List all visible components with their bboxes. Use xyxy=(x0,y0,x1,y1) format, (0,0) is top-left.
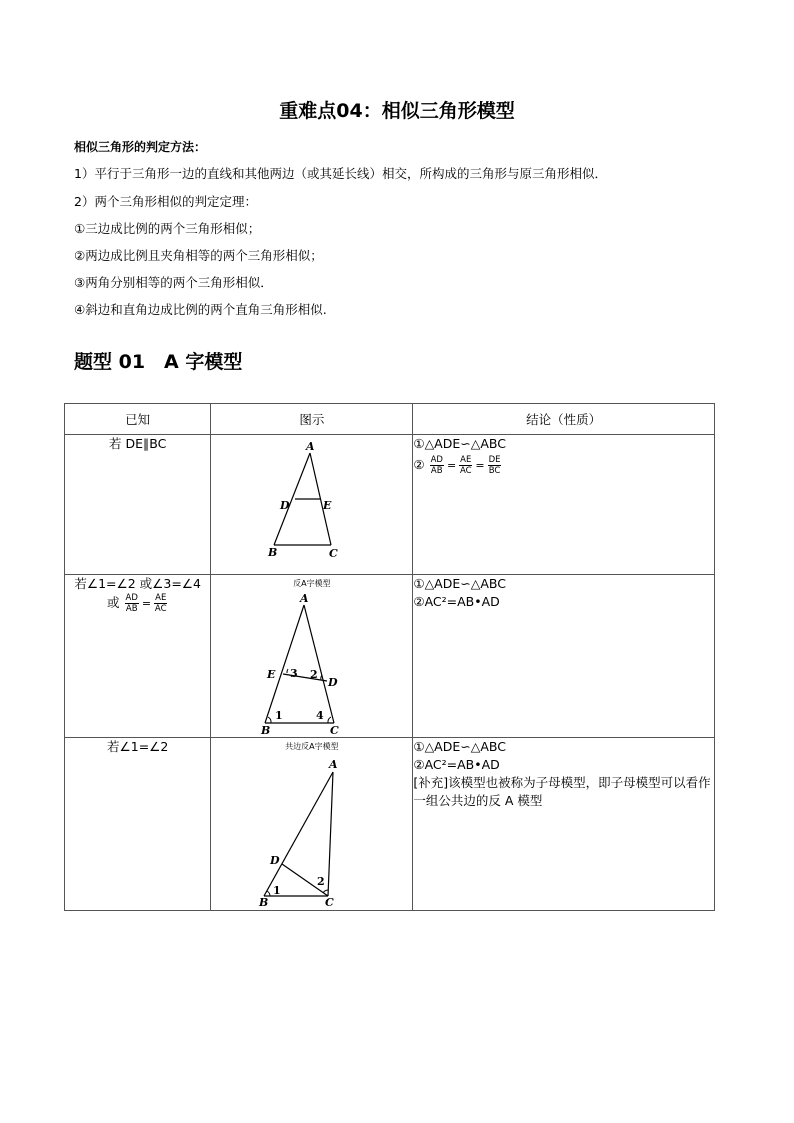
page-title: 重难点04：相似三角形模型 xyxy=(279,100,515,122)
angle-label-3: 3 xyxy=(290,667,299,680)
intro-line: ①三边成比例的两个三角形相似； xyxy=(74,221,261,236)
intro-line: ②两边成比例且夹角相等的两个三角形相似； xyxy=(74,248,323,263)
condition-text: 若 DE∥BC xyxy=(109,436,167,451)
model-table xyxy=(64,403,715,911)
fraction: $\frac{DE}{BC}$ xyxy=(488,455,501,476)
conclusion-line: ①△ADE∽△ABC xyxy=(413,576,506,591)
reverse-a-figure xyxy=(211,589,412,734)
figure-cell xyxy=(211,738,413,911)
condition-text: 若∠1=∠2 xyxy=(107,739,169,754)
table-header-row xyxy=(65,404,715,435)
point-label-b: B xyxy=(259,896,269,907)
intro-line: 1）平行于三角形一边的直线和其他两边（或其延长线）相交，所构成的三角形与原三角形相似． xyxy=(74,166,607,181)
point-label-e: E xyxy=(267,668,276,681)
point-label-e: E xyxy=(323,499,332,512)
triangle-a-figure xyxy=(211,435,412,571)
point-label-a: A xyxy=(300,592,309,605)
conclusion-line: ①△ADE∽△ABC xyxy=(413,739,506,754)
fraction: $\frac{AE}{AC}$ xyxy=(459,455,472,476)
header-figure: 图示 xyxy=(211,404,413,435)
ratio-equation: ② $\frac{AD}{AB}$ = $\frac{AE}{AC}$ = $\frac{DE}{BC}$ xyxy=(413,455,501,476)
point-label-c: C xyxy=(329,547,339,560)
table-row xyxy=(65,738,715,911)
intro-line: ③两角分别相等的两个三角形相似． xyxy=(74,275,273,290)
point-label-c: C xyxy=(325,896,335,907)
condition-ratio: 或 $\frac{AD}{AB}$ = $\frac{AE}{AC}$ xyxy=(107,593,167,614)
fraction: $\frac{AE}{AC}$ xyxy=(154,593,167,614)
header-known: 已知 xyxy=(65,404,211,435)
intro-heading: 相似三角形的判定方法： xyxy=(74,140,207,154)
point-label-a: A xyxy=(306,440,315,453)
condition-cell xyxy=(65,575,211,738)
table-row xyxy=(65,575,715,738)
angle-label-4: 4 xyxy=(316,709,325,722)
conclusion-line: ①△ADE∽△ABC xyxy=(413,436,506,451)
figure-title: 反A字模型 xyxy=(293,579,331,588)
point-label-d: D xyxy=(280,499,290,512)
conclusion-line: ②AC²=AB•AD xyxy=(413,594,500,609)
conclusion-prefix: ② xyxy=(413,457,425,472)
fraction: $\frac{AD}{AB}$ xyxy=(430,455,443,476)
point-label-d: D xyxy=(270,854,280,867)
point-label-b: B xyxy=(261,724,271,734)
condition-text: 若∠1=∠2 或∠3=∠4 xyxy=(74,576,201,591)
angle-label-1: 1 xyxy=(275,709,284,722)
shared-side-reverse-a-figure xyxy=(211,752,412,907)
header-conclusion: 结论（性质） xyxy=(413,404,715,435)
point-label-b: B xyxy=(268,546,278,559)
angle-label-1: 1 xyxy=(273,884,282,897)
conclusion-note: [补充]该模型也被称为子母模型，即子母模型可以看作一组公共边的反 A 模型 xyxy=(413,775,711,808)
angle-label-2: 2 xyxy=(317,875,326,888)
conclusion-cell xyxy=(413,435,715,575)
figure-cell xyxy=(211,435,413,575)
point-label-c: C xyxy=(330,724,340,734)
angle-label-2: 2 xyxy=(310,668,319,681)
point-label-a: A xyxy=(329,758,338,771)
condition-cell xyxy=(65,738,211,911)
fraction: $\frac{AD}{AB}$ xyxy=(125,593,138,614)
section-title: 题型 01 A 字模型 xyxy=(74,351,243,373)
conclusion-cell xyxy=(413,575,715,738)
figure-title: 共边反A字模型 xyxy=(285,742,339,751)
condition-cell xyxy=(65,435,211,575)
figure-cell xyxy=(211,575,413,738)
intro-line: ④斜边和直角边成比例的两个直角三角形相似. xyxy=(74,302,327,317)
intro-line: 2）两个三角形相似的判定定理： xyxy=(74,194,257,209)
conclusion-cell xyxy=(413,738,715,911)
table-row xyxy=(65,435,715,575)
conclusion-line: ②AC²=AB•AD xyxy=(413,757,500,772)
point-label-d: D xyxy=(328,676,338,689)
